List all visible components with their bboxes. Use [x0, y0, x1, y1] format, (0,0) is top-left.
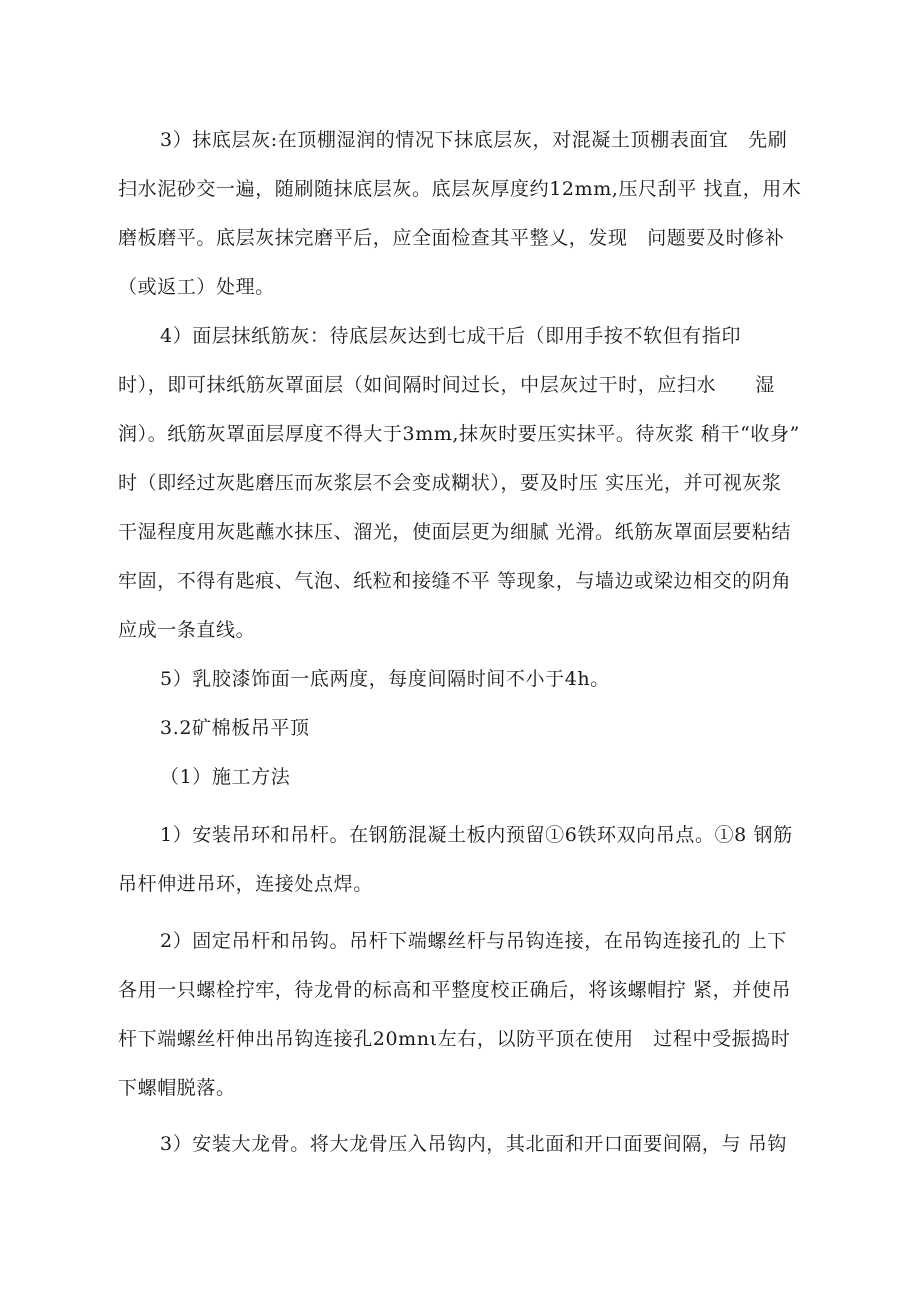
subsection-heading: （1）施工方法 — [160, 766, 291, 788]
text-line: 杆下端螺丝杆伸出吊钩连接孔20mnι左右，以防平顶在使用 过程中受振捣时 — [118, 1028, 791, 1050]
text-line: 应成一条直线。 — [118, 619, 256, 641]
text-line: 扫水泥砂交一遍，随刷随抹底层灰。底层灰厚度约12mm,压尺刮平 找直，用木 — [118, 178, 802, 200]
text-line: 干湿程度用灰匙蘸水抹压、溜光，使面层更为细腻 光滑。纸筋灰罩面层要粘结 — [118, 521, 792, 543]
text-line: 牢固，不得有匙痕、气泡、纸粒和接缝不平 等现象，与墙边或梁边相交的阴角 — [118, 570, 792, 592]
text-line: 润）。纸筋灰罩面层厚度不得大于3mm,抹灰时要压实抹平。待灰浆 稍干“收身” — [118, 423, 800, 445]
text-line: 磨板磨平。底层灰抹完磨平后，应全面检查其平整乂，发现 问题要及时修补 — [118, 227, 785, 249]
section-heading: 3.2矿棉板吊平顶 — [160, 717, 310, 739]
text-line: 下螺帽脱落。 — [118, 1077, 236, 1099]
text-line: 各用一只螺栓拧牢，待龙骨的标高和平整度校正确后，将该螺帽拧 紧，并使吊 — [118, 979, 792, 1001]
text-line: 3）抹底层灰:在顶棚湿润的情况下抹底层灰，对混凝土顶棚表面宜 先刷 — [160, 129, 788, 151]
text-line: 1）安装吊环和吊杆。在钢筋混凝土板内预留①6铁环双向吊点。①8 钢筋 — [160, 824, 793, 846]
text-line: （或返工）处理。 — [118, 276, 275, 298]
text-line: 3）安装大龙骨。将大龙骨压入吊钩内，其北面和开口面要间隔，与 吊钩 — [160, 1133, 787, 1155]
text-line: 时（即经过灰匙磨压而灰浆层不会变成糊状），要及时压 实压光，并可视灰浆 — [118, 472, 782, 494]
text-line: 2）固定吊杆和吊钩。吊杆下端螺丝杆与吊钩连接，在吊钩连接孔的 上下 — [160, 930, 787, 952]
text-line: 4）面层抹纸筋灰：待底层灰达到七成干后（即用手按不软但有指印 — [160, 325, 742, 347]
text-line: 吊杆伸进吊环，连接处点焊。 — [118, 873, 373, 895]
text-line: 5）乳胶漆饰面一底两度，每度间隔时间不小于4h。 — [160, 668, 610, 690]
text-line: 时），即可抹纸筋灰罩面层（如间隔时间过长，中层灰过干时，应扫水 湿 — [118, 374, 775, 396]
